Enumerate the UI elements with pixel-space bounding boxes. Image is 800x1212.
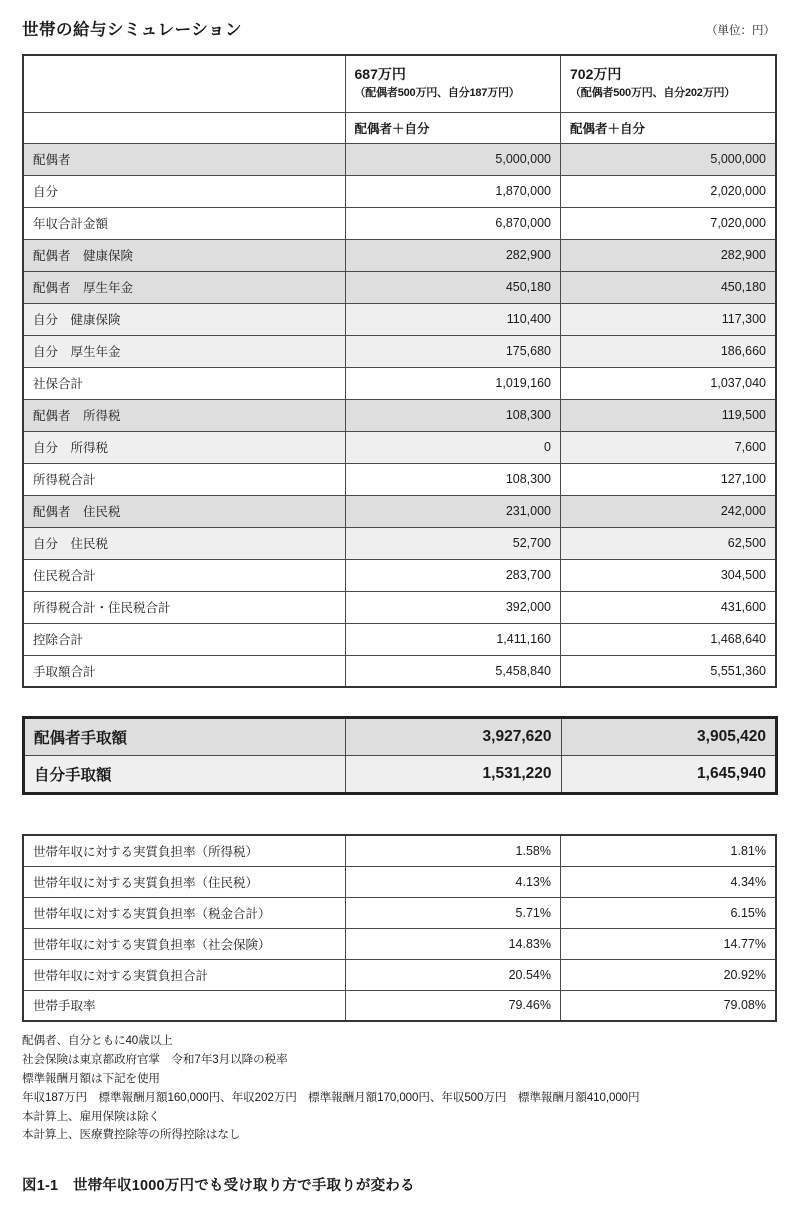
main_table-row-label: 手取額合計 [23, 655, 345, 687]
table-row [23, 239, 776, 271]
figure-caption: 図1-1 世帯年収1000万円でも受け取り方で手取りが変わる [22, 1178, 415, 1194]
main_table-row-value-col2: 119,500 [561, 399, 777, 431]
rates_table-row-value-col2: 1.81% [561, 835, 777, 866]
table-row [23, 623, 776, 655]
header-row-amounts [23, 55, 776, 112]
main_table-row-label: 自分 厚生年金 [23, 335, 345, 367]
table-row [23, 175, 776, 207]
main_table-row-label: 自分 [23, 175, 345, 207]
header-who-col1: 配偶者＋自分 [345, 112, 561, 143]
main_table-row-value-col1: 5,000,000 [345, 143, 561, 175]
main_table-row-label: 住民税合計 [23, 559, 345, 591]
table-head [23, 55, 776, 143]
rates_table-row-value-col1: 14.83% [345, 928, 561, 959]
takehome-summary-table [22, 716, 778, 795]
main_table-row-value-col2: 450,180 [561, 271, 777, 303]
rates_table-row-label: 世帯年収に対する実質負担合計 [23, 959, 345, 990]
rates_table-row-value-col1: 5.71% [345, 897, 561, 928]
rates_table-row-value-col2: 14.77% [561, 928, 777, 959]
footnote-line: 社会保険は東京都政府官掌 令和7年3月以降の税率 [22, 1052, 288, 1066]
main_table-row-value-col2: 304,500 [561, 559, 777, 591]
title-row [22, 22, 775, 39]
header-breakdown-col2: （配偶者500万円、自分202万円） [570, 87, 736, 100]
header-amount-col1: 687万円 [354, 66, 406, 82]
main_table-row-value-col1: 1,411,160 [345, 623, 561, 655]
table-row [23, 463, 776, 495]
header-corner-cell [23, 55, 345, 112]
main_table-row-value-col1: 108,300 [345, 399, 561, 431]
summary_table-row-label: 自分手取額 [24, 756, 346, 794]
table-row [23, 143, 776, 175]
table-row [23, 335, 776, 367]
main_table-row-label: 配偶者 所得税 [23, 399, 345, 431]
table-row [23, 591, 776, 623]
footnote-line: 年収187万円 標準報酬月額160,000円、年収202万円 標準報酬月額170,000円、年収500万円 標準報酬月額410,000円 [22, 1090, 640, 1104]
main_table-row-label: 社保合計 [23, 367, 345, 399]
summary_table-row-value-col1: 3,927,620 [346, 718, 562, 756]
table-row [23, 559, 776, 591]
table-row [23, 431, 776, 463]
header-cell-col2 [561, 55, 777, 112]
main_table-row-value-col2: 1,468,640 [561, 623, 777, 655]
main_table-row-value-col2: 186,660 [561, 335, 777, 367]
main_table-row-value-col1: 231,000 [345, 495, 561, 527]
main_table-row-value-col1: 52,700 [345, 527, 561, 559]
footnote-line: 配偶者、自分ともに40歳以上 [22, 1034, 173, 1047]
table-row [23, 928, 776, 959]
main_table-row-label: 配偶者 厚生年金 [23, 271, 345, 303]
rates_table-row-value-col1: 79.46% [345, 990, 561, 1021]
summary_table-row-value-col2: 1,645,940 [561, 756, 777, 794]
main_table-row-value-col2: 2,020,000 [561, 175, 777, 207]
table-row [23, 495, 776, 527]
rates_table-row-value-col1: 4.13% [345, 866, 561, 897]
main_table-row-value-col2: 282,900 [561, 239, 777, 271]
main_table-row-value-col2: 431,600 [561, 591, 777, 623]
main_table-row-label: 自分 健康保険 [23, 303, 345, 335]
rates_table-row-value-col2: 79.08% [561, 990, 777, 1021]
main_table-row-value-col2: 5,000,000 [561, 143, 777, 175]
table-row [23, 367, 776, 399]
main_table-row-value-col2: 127,100 [561, 463, 777, 495]
main_table-row-value-col1: 5,458,840 [345, 655, 561, 687]
rates_table-row-label: 世帯年収に対する実質負担率（所得税） [23, 835, 345, 866]
summary_table-row-value-col2: 3,905,420 [561, 718, 777, 756]
main_table-row-value-col1: 108,300 [345, 463, 561, 495]
main_table-row-value-col2: 1,037,040 [561, 367, 777, 399]
main_table-row-value-col1: 1,019,160 [345, 367, 561, 399]
rates_table-row-value-col1: 20.54% [345, 959, 561, 990]
rates_table-row-value-col2: 6.15% [561, 897, 777, 928]
table-row [23, 959, 776, 990]
rates_table-row-value-col2: 20.92% [561, 959, 777, 990]
main_table-row-value-col1: 283,700 [345, 559, 561, 591]
table-body [23, 143, 776, 687]
rates_table-row-label: 世帯年収に対する実質負担率（社会保険） [23, 928, 345, 959]
main_table-row-label: 配偶者 健康保険 [23, 239, 345, 271]
summary-table-body [24, 718, 777, 794]
rates_table-row-value-col2: 4.34% [561, 866, 777, 897]
table-row [23, 655, 776, 687]
footnote-line: 本計算上、医療費控除等の所得控除はなし [22, 1128, 241, 1142]
main_table-row-value-col1: 1,870,000 [345, 175, 561, 207]
table-row [23, 303, 776, 335]
header-breakdown-col1: （配偶者500万円、自分187万円） [354, 87, 520, 100]
table-row [23, 207, 776, 239]
main_table-row-value-col2: 62,500 [561, 527, 777, 559]
header-row-who [23, 112, 776, 143]
page-title: 世帯の給与シミュレーション [22, 21, 243, 39]
summary_table-row-label: 配偶者手取額 [24, 718, 346, 756]
unit-note: （単位：円） [706, 25, 775, 37]
header-cell-col1 [345, 55, 561, 112]
burden-rate-table [22, 834, 777, 1022]
main_table-row-value-col2: 117,300 [561, 303, 777, 335]
main_table-row-label: 所得税合計 [23, 463, 345, 495]
table-row [24, 718, 777, 756]
table-row [24, 756, 777, 794]
main_table-row-value-col1: 282,900 [345, 239, 561, 271]
table-row [23, 527, 776, 559]
rates_table-row-label: 世帯年収に対する実質負担率（税金合計） [23, 897, 345, 928]
main_table-row-value-col2: 7,020,000 [561, 207, 777, 239]
main_table-row-label: 年収合計金額 [23, 207, 345, 239]
main_table-row-value-col1: 450,180 [345, 271, 561, 303]
main_table-row-value-col2: 5,551,360 [561, 655, 777, 687]
main_table-row-label: 自分 所得税 [23, 431, 345, 463]
header-amount-col2: 702万円 [570, 66, 622, 82]
rates_table-row-label: 世帯年収に対する実質負担率（住民税） [23, 866, 345, 897]
footnote-line: 標準報酬月額は下記を使用 [22, 1071, 160, 1085]
footnote-line: 本計算上、雇用保険は除く [22, 1109, 160, 1123]
main_table-row-value-col1: 6,870,000 [345, 207, 561, 239]
main_table-row-value-col2: 7,600 [561, 431, 777, 463]
main_table-row-value-col1: 0 [345, 431, 561, 463]
footnotes [22, 1032, 782, 1145]
rates-table-body [23, 835, 776, 1021]
header-who-corner-cell [23, 112, 345, 143]
main_table-row-value-col1: 392,000 [345, 591, 561, 623]
main_table-row-value-col2: 242,000 [561, 495, 777, 527]
main_table-row-label: 配偶者 住民税 [23, 495, 345, 527]
table-row [23, 835, 776, 866]
table-row [23, 990, 776, 1021]
main_table-row-label: 自分 住民税 [23, 527, 345, 559]
main_table-row-value-col1: 175,680 [345, 335, 561, 367]
rates_table-row-value-col1: 1.58% [345, 835, 561, 866]
table-row [23, 897, 776, 928]
header-who-col2: 配偶者＋自分 [561, 112, 777, 143]
salary-simulation-table [22, 54, 777, 688]
main_table-row-value-col1: 110,400 [345, 303, 561, 335]
table-row [23, 271, 776, 303]
main_table-row-label: 配偶者 [23, 143, 345, 175]
rates_table-row-label: 世帯手取率 [23, 990, 345, 1021]
main_table-row-label: 控除合計 [23, 623, 345, 655]
table-row [23, 399, 776, 431]
main_table-row-label: 所得税合計・住民税合計 [23, 591, 345, 623]
table-row [23, 866, 776, 897]
summary_table-row-value-col1: 1,531,220 [346, 756, 562, 794]
